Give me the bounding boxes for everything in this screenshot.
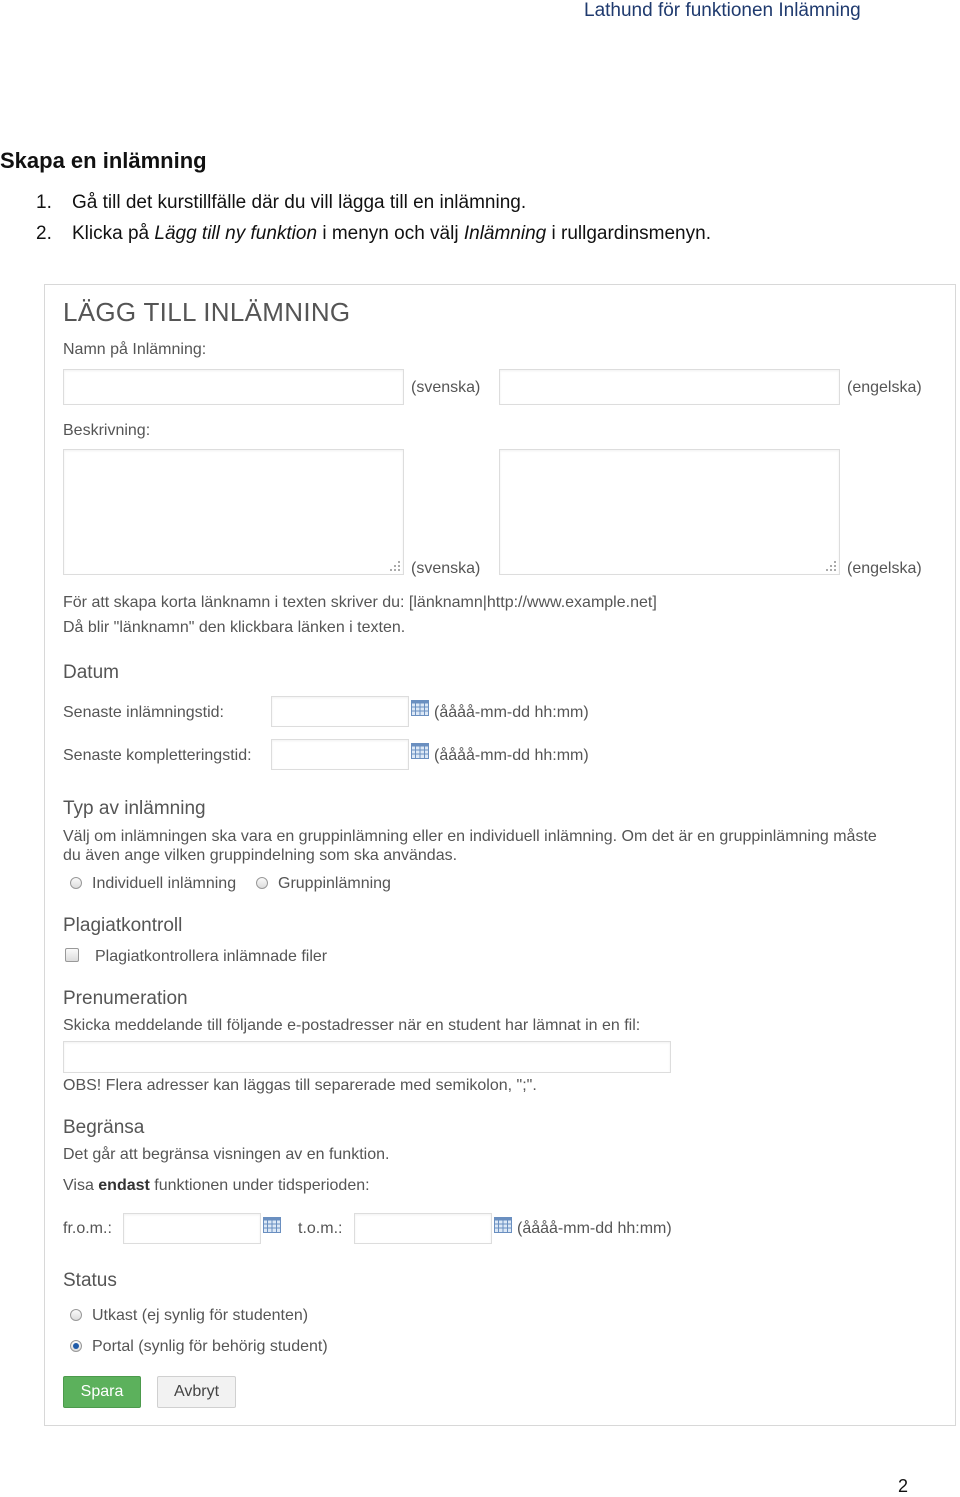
from-date-input[interactable] [123, 1213, 261, 1244]
desc-sv-textarea[interactable] [63, 449, 404, 575]
calendar-icon[interactable] [494, 1217, 512, 1233]
date-section-title: Datum [63, 662, 119, 683]
calendar-icon[interactable] [263, 1217, 281, 1233]
subscription-help-text: Skicka meddelande till följande e-postadresser när en student har lämnat in en fil: [63, 1017, 641, 1034]
calendar-icon[interactable] [411, 743, 429, 759]
name-label: Namn på Inlämning: [63, 341, 207, 358]
completion-label: Senaste kompletteringstid: [63, 747, 252, 764]
radio-individual[interactable] [70, 877, 82, 889]
instruction-list [36, 190, 711, 252]
plagiarism-checkbox-label: Plagiatkontrollera inlämnade filer [95, 948, 328, 965]
save-button[interactable]: Spara [63, 1376, 141, 1408]
plagiarism-checkbox[interactable] [65, 948, 79, 962]
subscription-section-title: Prenumeration [63, 988, 188, 1009]
radio-status-portal[interactable] [70, 1340, 82, 1352]
step-text: Gå till det kurstillfälle där du vill lägga till en inlämning. [72, 192, 527, 213]
restrict-show-bold: endast [98, 1177, 150, 1194]
to-label: t.o.m.: [298, 1220, 343, 1237]
form-screenshot [44, 284, 956, 1426]
lang-sv-label: (svenska) [411, 379, 481, 396]
restrict-help-text: Det går att begränsa visningen av en funktion. [63, 1146, 390, 1163]
link-help-text: Då blir "länknamn" den klickbara länken i texten. [63, 619, 406, 636]
doc-heading: Skapa en inlämning [0, 148, 207, 173]
resize-grip-icon[interactable] [388, 561, 400, 571]
restrict-section-title: Begränsa [63, 1117, 145, 1138]
instruction-step [36, 190, 711, 221]
lang-sv-label: (svenska) [411, 560, 481, 577]
deadline-input[interactable] [271, 696, 409, 727]
step-text: i menyn och välj [317, 223, 464, 244]
form-title: LÄGG TILL INLÄMNING [63, 297, 351, 327]
lang-en-label: (engelska) [847, 560, 922, 577]
calendar-icon[interactable] [411, 700, 429, 716]
status-section-title: Status [63, 1270, 117, 1291]
step-number: 2. [36, 223, 52, 244]
type-help-text: du även ange vilken gruppindelning som ska användas. [63, 847, 458, 864]
step-number: 1. [36, 192, 52, 213]
radio-individual-label: Individuell inlämning [92, 875, 237, 892]
step-emphasis: Inlämning [463, 223, 547, 244]
type-section-title: Typ av inlämning [63, 798, 206, 819]
subscription-note: OBS! Flera adresser kan läggas till separerade med semikolon, ";". [63, 1077, 537, 1094]
restrict-show-post: funktionen under tidsperioden: [149, 1177, 370, 1194]
radio-status-portal-label: Portal (synlig för behörig student) [92, 1338, 328, 1355]
radio-status-draft[interactable] [70, 1309, 82, 1321]
date-format-hint: (åååå-mm-dd hh:mm) [434, 704, 589, 721]
resize-grip-icon[interactable] [824, 561, 836, 571]
restrict-show-pre: Visa [63, 1177, 99, 1194]
date-format-hint: (åååå-mm-dd hh:mm) [434, 747, 589, 764]
running-header: Lathund för funktionen Inlämning [584, 0, 861, 21]
plagiarism-section-title: Plagiatkontroll [63, 915, 183, 936]
email-subscription-input[interactable] [63, 1041, 671, 1073]
desc-en-textarea[interactable] [499, 449, 840, 575]
radio-status-draft-label: Utkast (ej synlig för studenten) [92, 1307, 309, 1324]
instruction-step [36, 221, 711, 252]
page-number: 2 [898, 1476, 909, 1496]
type-help-text: Välj om inlämningen ska vara en gruppinlämning eller en individuell inlämning. Om det är en gruppinlämning måste [63, 828, 877, 845]
cancel-button[interactable]: Avbryt [157, 1376, 236, 1408]
name-sv-input[interactable] [63, 369, 404, 405]
step-text: Klicka på [72, 223, 155, 244]
step-text: i rullgardinsmenyn. [546, 223, 711, 244]
step-emphasis: Lägg till ny funktion [154, 223, 318, 244]
radio-group[interactable] [256, 877, 268, 889]
completion-input[interactable] [271, 739, 409, 770]
lang-en-label: (engelska) [847, 379, 922, 396]
to-date-input[interactable] [354, 1213, 492, 1244]
from-label: fr.o.m.: [63, 1220, 112, 1237]
radio-group-label: Gruppinlämning [278, 875, 391, 892]
link-help-text: För att skapa korta länknamn i texten skriver du: [länknamn|http://www.example.net] [63, 594, 657, 611]
deadline-label: Senaste inlämningstid: [63, 704, 224, 721]
date-format-hint: (åååå-mm-dd hh:mm) [517, 1220, 672, 1237]
restrict-show-text [63, 1177, 370, 1195]
name-en-input[interactable] [499, 369, 840, 405]
description-label: Beskrivning: [63, 422, 151, 439]
